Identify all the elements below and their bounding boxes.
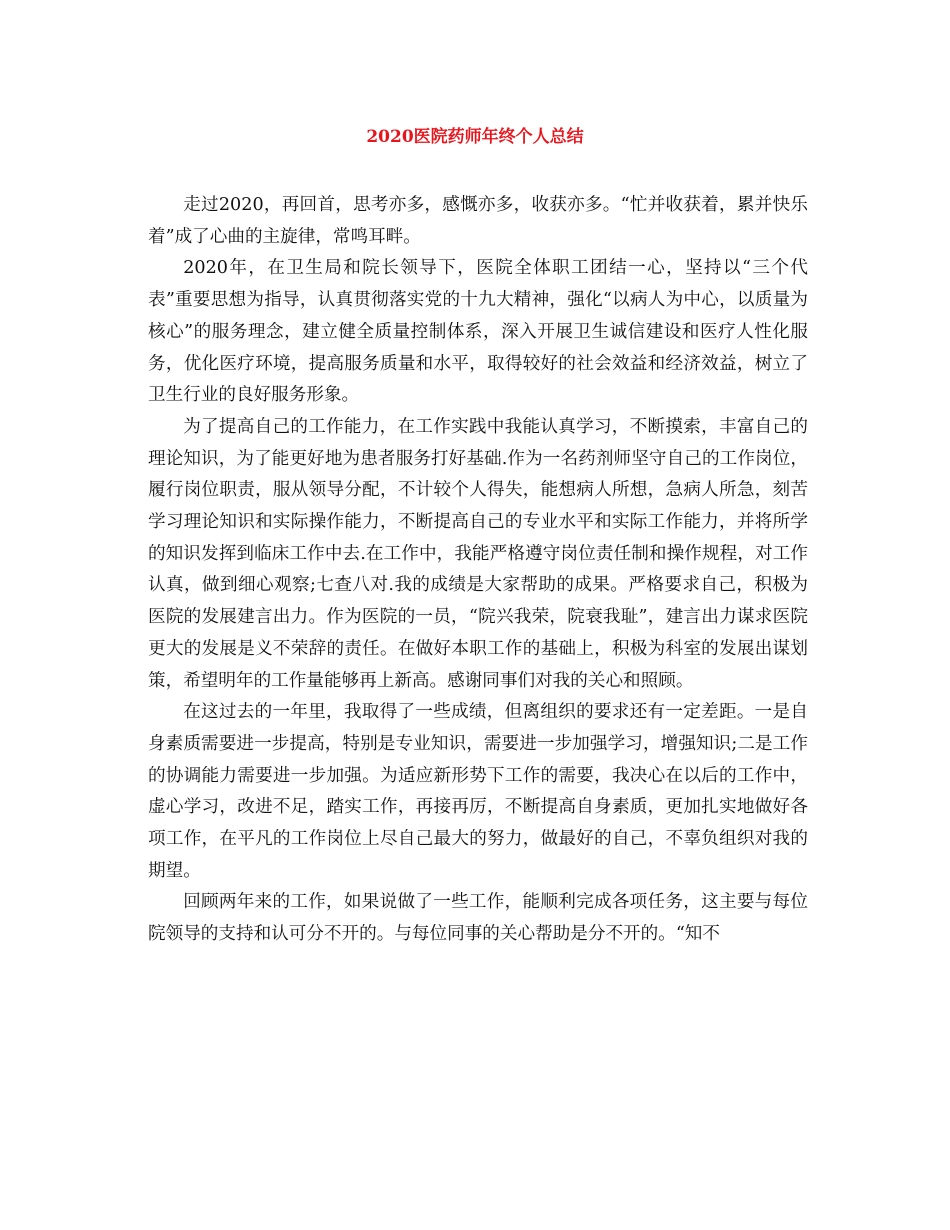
paragraph: 在这过去的一年里，我取得了一些成绩，但离组织的要求还有一定差距。一是自身素质需要进一步提高，特别是专业知识，需要进一步加强学习，增强知识;二是工作的协调能力需要进一步加强。为适应新形势下工作的需要，我决心在以后的工作中，虚心学习，改进不足，踏实工作，再接再厉，不断提高自身素质，更加扎实地做好各项工作，在平凡的工作岗位上尽自己最大的努力，做最好的自己，不辜负组织对我的期望。 [148, 702, 808, 881]
paragraph: 回顾两年来的工作，如果说做了一些工作，能顺利完成各项任务，这主要与每位院领导的支持和认可分不开的。与每位同事的关心帮助是分不开的。“知不 [148, 892, 808, 945]
paragraph: 为了提高自己的工作能力，在工作实践中我能认真学习，不断摸索，丰富自己的理论知识，为了能更好地为患者服务打好基础.作为一名药剂师坚守自己的工作岗位，履行岗位职责，服从领导分配，不计较个人得失，能想病人所想，急病人所急，刻苦学习理论知识和实际操作能力，不断提高自己的专业水平和实际工作能力，并将所学的知识发挥到临床工作中去.在工作中，我能严格遵守岗位责任制和操作规程，对工作认真，做到细心观察;七查八对.我的成绩是大家帮助的成果。严格要求自己，积极为医院的发展建言出力。作为医院的一员，“院兴我荣，院衰我耻”，建言出力谋求医院更大的发展是义不荣辞的责任。在做好本职工作的基础上，积极为科室的发展出谋划策，希望明年的工作量能够再上新高。感谢同事们对我的关心和照顾。 [148, 416, 808, 691]
paragraph: 走过2020，再回首，思考亦多，感慨亦多，收获亦多。“忙并收获着，累并快乐着”成了心曲的主旋律，常鸣耳畔。 [148, 195, 808, 247]
paragraph: 2020年，在卫生局和院长领导下，医院全体职工团结一心，坚持以“三个代表”重要思想为指导，认真贯彻落实党的十九大精神，强化“以病人为中心，以质量为核心”的服务理念，建立健全质量控制体系，深入开展卫生诚信建设和医疗人性化服务，优化医疗环境，提高服务质量和水平，取得较好的社会效益和经济效益，树立了卫生行业的良好服务形象。 [148, 258, 808, 406]
document-title: 2020医院药师年终个人总结 [366, 127, 584, 147]
document-body [148, 190, 808, 951]
